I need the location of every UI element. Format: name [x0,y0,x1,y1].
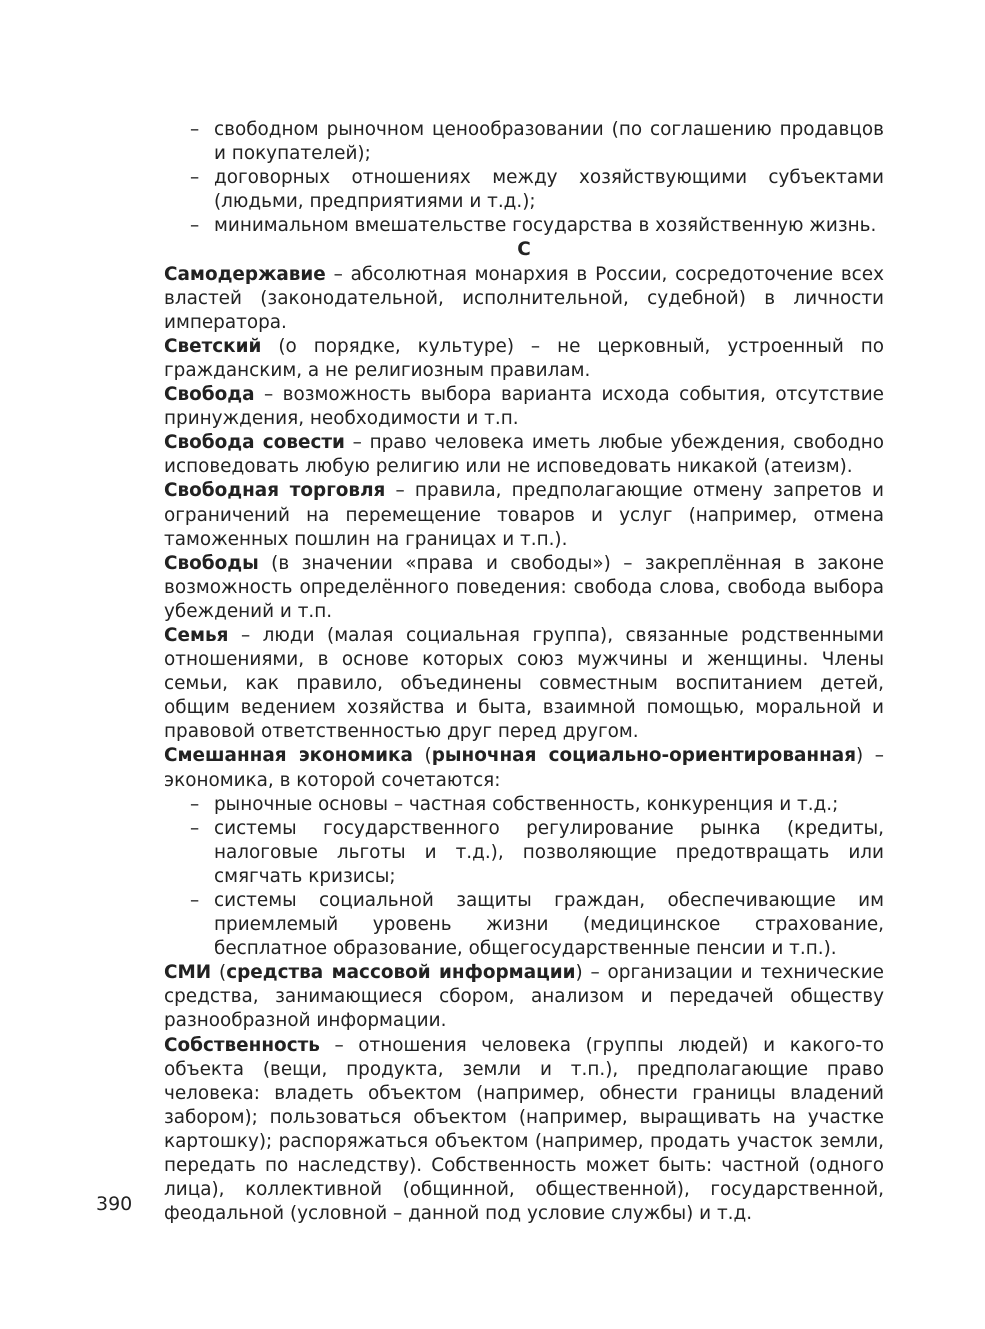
entry-definition: – право человека иметь любые убеждения, свободно исповедовать любую религию или не исповедовать никакой (атеизм). [164,432,884,478]
entry-definition: – возможность выбора варианта исхода события, отсутствие принуждения, необходимости и т.п. [164,384,884,430]
entry-term-alt: средства массовой информации [226,962,576,984]
entry-term: Собственность [164,1034,320,1056]
entry-term-alt: рыночная социально-ориентированная [431,745,857,767]
bullet-dash: – [190,793,200,815]
entry-term: Самодержавие [164,263,326,285]
entry-definition: (в значении «права и свободы») – закреплённая в законе возможность определённого поведения: свобода слова, свобода выбора убеждений и т.п. [164,552,884,622]
entry-definition: – правила, предполагающие отмену запретов и ограничений на перемещение товаров и услуг (например, отмена таможенных пошлин на границах и т.п.). [164,480,884,550]
bullet-dash: – [190,119,200,140]
entry-term: Семья [164,624,229,646]
list-item: – свободном рыночном ценообразовании (по соглашению продавцов и покупателей); [190,119,884,165]
entry-definition: ) – организации и технические средства, занимающиеся сбором, анализом и передачей обществу разнообразной информации. [164,962,884,1032]
list-item: – договорных отношениях между хозяйствующими субъектами (людьми, предприятиями и т.д.); [190,167,884,213]
entry-definition: – абсолютная монархия в России, сосредоточение всех властей (законодательной, исполнительной, судебной) в личности императора. [164,263,884,333]
glossary-entry [164,383,884,431]
entry-term: Смешанная экономика [164,745,413,767]
glossary-entry-mixed-economy: Смешанная экономика (рыночная социально-ориентированная) – экономика, в которой сочетаются: [164,745,885,791]
entry-term: Свободная торговля [164,480,386,502]
glossary-entry [164,624,884,744]
bullet-dash: – [190,817,200,839]
bullet-dash: – [190,167,200,189]
entry-term: СМИ [164,962,212,984]
glossary-entry [164,552,884,624]
glossary-entry [164,431,884,479]
entry-definition: – люди (малая социальная группа), связанные родственными отношениями, в основе которых союз мужчины и женщины. Члены семьи, как правило, объединены совместным воспитанием детей, общим ведением хозяйства и быта, взаимной помощью, моральной и правовой ответственностью друг перед другом. [164,624,884,743]
glossary-entry [164,335,884,383]
entry-term: Свобода совести [164,432,345,454]
glossary-entry [164,479,884,551]
entry-definition: ) – экономика, в которой сочетаются: [164,745,885,791]
glossary-entry-smi: СМИ (средства массовой информации) – организации и технические средства, занимающиеся сбором, анализом и передачей обществу разнообразной информации. [164,962,884,1032]
list-item: – системы государственного регулирование рынка (кредиты, налоговые льготы и т.д.), позволяющие предотвращать или смягчать кризисы; [190,817,884,887]
entry-definition: (о порядке, культуре) – не церковный, устроенный по гражданским, а не религиозным правилам. [164,335,884,381]
page-body [164,118,884,1226]
page-number: 390 [96,1193,133,1215]
bullet-dash: – [190,215,200,237]
list-item: – минимальном вмешательстве государства в хозяйственную жизнь. [164,214,884,238]
list-item: – системы социальной защиты граждан, обеспечивающие им приемлемый уровень жизни (медицинское страхование, бесплатное образование, общегосударственные пенсии и т.п.). [190,890,884,960]
entry-term: Свободы [164,552,259,574]
entry-term: Свобода [164,384,255,406]
bullet-dash: – [190,890,200,911]
glossary-entry [164,263,884,335]
list-item: – рыночные основы – частная собственность, конкуренция и т.д.; [164,793,884,817]
section-letter: С [517,239,531,261]
glossary-entry-property [164,1034,884,1227]
entry-term: Светский [164,335,262,357]
entry-definition: – отношения человека (группы людей) и какого-то объекта (вещи, продукта, земли и т.п.), предполагающие право человека: владеть объектом (например, обнести границы владений забором); пользоваться объектом (например, выращивать на участке картошку); распоряжаться объектом (например, продать участок земли, передать по наследству). Собственность может быть: частной (одного лица), коллективной (общинной, общественной), государственной, феодальной (условной – данной под условие службы) и т.д. [164,1034,884,1225]
